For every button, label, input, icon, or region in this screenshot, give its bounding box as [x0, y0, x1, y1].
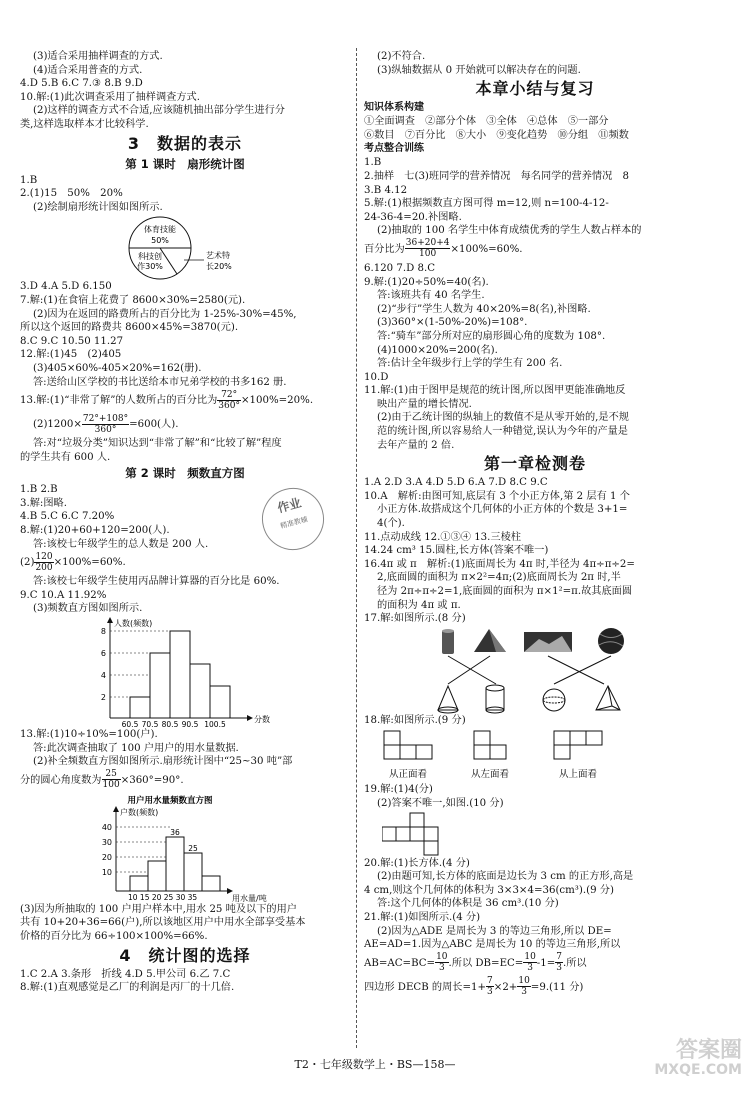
svg-text:用户用水量频数直方图: 用户用水量频数直方图 — [127, 795, 213, 806]
text-line: (2)不符合. — [377, 51, 426, 62]
text-line: 6.120 7.D 8.C — [364, 262, 436, 274]
text-line: 百分比为 $\frac{36+20+4}{100}$ ×100%=60%. — [364, 238, 523, 260]
text-line: 答:该校七年级学生的总人数是 200 人. — [33, 538, 209, 550]
section-title: 4 统计图的选择 — [119, 945, 251, 965]
text-line: 范的统计图,所以容易给人一种错觉,误认为今年的产量是 — [377, 426, 628, 438]
text-line: 4.B 5.C 6.C 7.20% — [20, 511, 115, 523]
svg-text:80.5: 80.5 — [161, 720, 179, 729]
svg-text:36: 36 — [170, 827, 180, 837]
text-line: (3)适合采用抽样调查的方式. — [33, 51, 163, 62]
view-label: 从上面看 — [558, 769, 598, 781]
svg-text:10: 10 — [101, 867, 112, 877]
publisher-stamp: 作业 精准教辅 — [255, 481, 331, 557]
view-label: 从左面看 — [470, 769, 510, 781]
top-view — [554, 731, 602, 759]
text-line: (2)抽取的 100 名学生中体育成绩优秀的学生人数占样本的 — [377, 225, 642, 237]
text-line: 1.B 2.B — [20, 484, 58, 496]
text-line: 4.D 5.B 6.C 7.③ 8.B 9.D — [20, 78, 143, 90]
text-line: 16.4π 或 π 解析:(1)底面周长为 4π 时,半径为 4π÷π÷2= — [364, 558, 635, 570]
text-line: 10.A 解析:由图可知,底层有 3 个小正方体,第 2 层有 1 个 — [364, 490, 630, 502]
cube-net — [382, 811, 582, 857]
text-line: ⑥数目 ⑦百分比 ⑧大小 ⑨变化趋势 ⑩分组 ⑪频数 — [364, 129, 629, 141]
text-line: 8.解:(1)直观感觉是乙厂的利润是丙厂的十几倍. — [20, 982, 235, 994]
text-line: 类,这样选取样本才比较科学. — [20, 118, 149, 130]
histogram-water — [80, 793, 360, 903]
text-line: (2)这样的调查方式不合适,应该随机抽出部分学生进行分 — [33, 105, 285, 117]
text-line: 2,底面圆的面积为 π×2²=4π;(2)底面周长为 2π 时,半 — [377, 572, 621, 584]
three-views-figure — [364, 727, 706, 783]
subsection-label: 知识体系构建 — [364, 102, 424, 114]
text-line: 13.解:(1)10÷10%=100(户). — [20, 729, 158, 741]
text-line: 映出产量的增长情况. — [377, 398, 472, 410]
svg-text:10 15 20 25 30 35: 10 15 20 25 30 35 — [128, 892, 198, 902]
fraction: $\frac{120}{200}$ — [35, 551, 53, 573]
pie-label: 长20% — [206, 262, 232, 272]
fraction: $\frac{10}{3}$ — [436, 952, 448, 974]
text-line: 3.D 4.A 5.D 6.150 — [20, 281, 112, 293]
pie-label: 作30% — [137, 262, 163, 272]
fraction: $\frac{7}{3}$ — [556, 952, 562, 974]
text-line: (4)1000×20%=200(名). — [377, 344, 498, 356]
lesson-title: 第 2 课时 频数直方图 — [125, 466, 245, 481]
text-line: 的面积为 4π 或 π. — [377, 599, 461, 611]
text-line: 答:此次调查抽取了 100 户用户的用水量数据. — [33, 742, 239, 754]
text-line: 去年产量的 2 倍. — [377, 439, 455, 451]
text-line: 19.解:(1)4(分) — [364, 784, 433, 796]
text-line: 3.B 4.12 — [364, 184, 408, 196]
object-to-solid-matching — [434, 626, 674, 714]
text-line: (2)因为在返回的路费所占的百分比为 1-25%-30%=45%, — [33, 308, 297, 320]
text-line: 小正方体.故搭成这个几何体的小正方体的个数是 3+1= — [377, 504, 628, 516]
text-line: 12.解:(1)45 (2)405 — [20, 349, 122, 361]
text-line: 2.(1)15 50% 20% — [20, 188, 123, 200]
pie-label: 艺术特 — [206, 251, 230, 261]
svg-text:20: 20 — [101, 852, 112, 862]
text-line: (2)1200× $\frac{72^\circ+108^\circ}{360^\circ}$ =600(人). — [33, 413, 179, 435]
text-line: 24-36-4=20.补图略. — [364, 211, 462, 223]
text-line: 价格的百分比为 66÷100×100%=66%. — [20, 931, 208, 942]
text-line: (3)纵轴数据从 0 开始就可以解决存在的问题. — [377, 64, 581, 76]
text-line: (2)因为△ADE 是周长为 3 的等边三角形,所以 DE= — [377, 925, 612, 937]
text-line: (2)“步行”学生人数为 40×20%=8(名),补图略. — [377, 303, 591, 315]
fraction: $\frac{72^\circ}{360^\circ}$ — [218, 389, 240, 411]
text-line: 答:估计全年级步行上学的学生有 200 名. — [377, 358, 563, 370]
watermark: 答案圈 MXQE.COM — [654, 1038, 742, 1078]
text-line: 答:送给山区学校的书比送给本市兄弟学校的书多162 册. — [33, 376, 287, 388]
svg-text:90.5: 90.5 — [181, 720, 199, 729]
front-view — [384, 731, 432, 759]
text-line: (3)360°×(1-50%-20%)=108°. — [377, 317, 528, 329]
section-title: 3 数据的表示 — [127, 133, 243, 153]
text-line: 5.解:(1)根据频数直方图可得 m=12,则 n=100-4-12- — [364, 198, 609, 210]
text-line: (2) $\frac{120}{200}$ ×100%=60%. — [20, 551, 126, 573]
text-line: ①全面调查 ②部分个体 ③全体 ④总体 ⑤一部分 — [364, 116, 609, 128]
svg-text:6: 6 — [100, 649, 106, 659]
fraction: $\frac{72^\circ+108^\circ}{360^\circ}$ — [82, 413, 129, 435]
pie-label: 体育技能 — [144, 225, 176, 235]
text-line: (2)补全频数直方图如图所示.扇形统计图中“25~30 吨”部 — [33, 756, 293, 768]
svg-text:100.5: 100.5 — [204, 720, 226, 729]
histogram-scores-figure — [20, 616, 350, 728]
svg-text:户数(频数): 户数(频数) — [120, 807, 159, 817]
svg-text:60.5: 60.5 — [121, 720, 139, 729]
text-line: 答:这个几何体的体积是 36 cm³.(10 分) — [377, 898, 559, 910]
text-line: 1.B — [20, 174, 38, 186]
sphere-icon — [543, 689, 565, 711]
text-line: (2)由于乙统计图的纵轴上的数值不是从零开始的,是不规 — [377, 412, 629, 424]
text-line: 18.解:如图所示.(9 分) — [364, 714, 466, 726]
text-line: 21.解:(1)如图所示.(4 分) — [364, 911, 481, 923]
text-line: 3.解:图略. — [20, 497, 67, 509]
text-line: (2)答案不唯一,如图.(10 分) — [377, 797, 504, 809]
cube-net-figure — [364, 811, 706, 857]
text-line: 10.D — [364, 371, 389, 383]
text-line: 所以这个返回的路费共 8600×45%=3870(元). — [20, 322, 239, 334]
svg-text:25: 25 — [188, 843, 198, 853]
svg-text:人数(频数): 人数(频数) — [114, 619, 153, 629]
lesson-title: 第 1 课时 扇形统计图 — [125, 156, 245, 171]
text-line: 4(个). — [377, 518, 405, 530]
text-line: 四边形 DECB 的周长=1+ $\frac{7}{3}$ ×2+ $\frac{10}{3}$ =9.(11 分) — [364, 976, 584, 998]
ball-photo-icon — [598, 628, 624, 654]
histogram-water-figure — [20, 793, 350, 903]
text-line: (4)适合采用普查的方式. — [33, 64, 143, 76]
svg-text:2: 2 — [100, 693, 106, 703]
text-line: 10.解:(1)此次调查采用了抽样调查方式. — [20, 91, 200, 103]
text-line: 1.B — [364, 157, 382, 169]
cone-icon — [438, 686, 458, 710]
pie-label: 50% — [151, 236, 169, 246]
view-label: 从正面看 — [388, 769, 428, 781]
triangular-pyramid-icon — [596, 686, 620, 710]
section-title: 第一章检测卷 — [483, 454, 586, 474]
fraction: $\frac{25}{100}$ — [102, 769, 120, 791]
left-view — [474, 731, 506, 759]
histogram-scores — [80, 616, 330, 728]
svg-text:分数: 分数 — [254, 715, 270, 725]
text-line: 7.解:(1)在食宿上花费了 8600×30%=2580(元). — [20, 294, 246, 306]
text-line: 分的圆心角度数为 $\frac{25}{100}$ ×360°=90°. — [20, 769, 184, 791]
text-line: 答:该校七年级学生使用丙品牌计算器的百分比是 60%. — [33, 576, 280, 588]
text-line: 1.C 2.A 3.条形 折线 4.D 5.甲公司 6.乙 7.C — [20, 968, 231, 980]
right-column — [364, 50, 706, 1000]
fraction: $\frac{7}{3}$ — [487, 976, 493, 998]
pie-chart — [120, 214, 320, 280]
text-line: (2)由题可知,长方体的底面是边长为 3 cm 的正方形,高是 — [377, 871, 634, 883]
text-line: 的学生共有 600 人. — [20, 451, 111, 463]
text-line: (2)绘制扇形统计图如图所示. — [33, 201, 163, 213]
text-line: 11.点动成线 12.①③④ 13.三棱柱 — [364, 531, 521, 543]
pie-label: 科技创 — [138, 252, 162, 262]
three-views — [378, 727, 658, 783]
svg-text:40: 40 — [101, 822, 112, 832]
text-line: 答:该班共有 40 名学生. — [377, 290, 485, 302]
text-line: (3)因为所抽取的 100 户用户样本中,用水 25 吨及以下的用户 — [20, 903, 297, 915]
text-line: 20.解:(1)长方体.(4 分) — [364, 857, 470, 869]
pie-chart-figure — [20, 214, 350, 280]
section-title: 本章小结与复习 — [475, 79, 595, 99]
text-line: 4 cm,则这个几何体的体积为 3×3×4=36(cm³).(9 分) — [364, 884, 614, 896]
text-line: AB=AC=BC= $\frac{10}{3}$ .所以 DB=EC= $\frac{10}{3}$ -1= $\frac{7}{3}$ .所以 — [364, 952, 587, 974]
text-line: 14.24 cm³ 15.圆柱,长方体(答案不唯一) — [364, 545, 549, 557]
fraction: $\frac{10}{3}$ — [518, 976, 530, 998]
text-line: 9.解:(1)20÷50%=40(名). — [364, 276, 489, 288]
text-line: 答:“骑车”部分所对应的扇形圆心角的度数为 108°. — [377, 330, 606, 342]
text-line: 2.抽样 七(3)班同学的营养情况 每名同学的营养情况 8 — [364, 170, 629, 182]
text-line: 13.解:(1)“非常了解”的人数所占的百分比为 $\frac{72^\circ}{360^\circ}$ ×100%=20%. — [20, 389, 314, 411]
text-line: 答:对“垃圾分类”知识达到“非常了解”和“比较了解”程度 — [33, 438, 282, 450]
text-line: 11.解:(1)由于图甲是规范的统计图,所以图甲更能准确地反 — [364, 385, 626, 397]
text-line: 9.C 10.A 11.92% — [20, 589, 107, 601]
page-footer: T2・七年级数学上・BS—158— — [294, 1058, 456, 1071]
text-line: (3)405×60%-405×20%=162(册). — [33, 362, 202, 374]
text-line: 17.解:如图所示.(8 分) — [364, 613, 466, 625]
svg-text:30: 30 — [101, 837, 112, 847]
svg-text:4: 4 — [100, 671, 106, 681]
text-line: 8.C 9.C 10.50 11.27 — [20, 335, 124, 347]
fraction: $\frac{10}{3}$ — [524, 952, 536, 974]
text-line: 共有 10+20+36=66(户),所以该地区用户中用水全部享受基本 — [20, 917, 306, 929]
subsection-label: 考点整合训练 — [364, 143, 424, 155]
text-line: 8.解:(1)20+60+120=200(人). — [20, 525, 170, 537]
solid-matching-figure — [364, 626, 706, 714]
cup-photo-icon — [442, 630, 454, 654]
text-line: (3)频数直方图如图所示. — [33, 603, 143, 615]
svg-text:用水量/吨: 用水量/吨 — [232, 893, 267, 903]
svg-text:8: 8 — [100, 627, 106, 637]
text-line: 径为 2π÷π÷2=1,底面圆的面积为 π×1²=π.故其底面圆 — [377, 586, 633, 597]
svg-text:70.5: 70.5 — [141, 720, 159, 729]
fraction: $\frac{36+20+4}{100}$ — [405, 238, 450, 260]
text-line: AE=AD=1.因为△ABC 是周长为 10 的等边三角形,所以 — [364, 939, 621, 951]
text-line: 1.A 2.D 3.A 4.D 5.D 6.A 7.D 8.C 9.C — [364, 477, 548, 489]
